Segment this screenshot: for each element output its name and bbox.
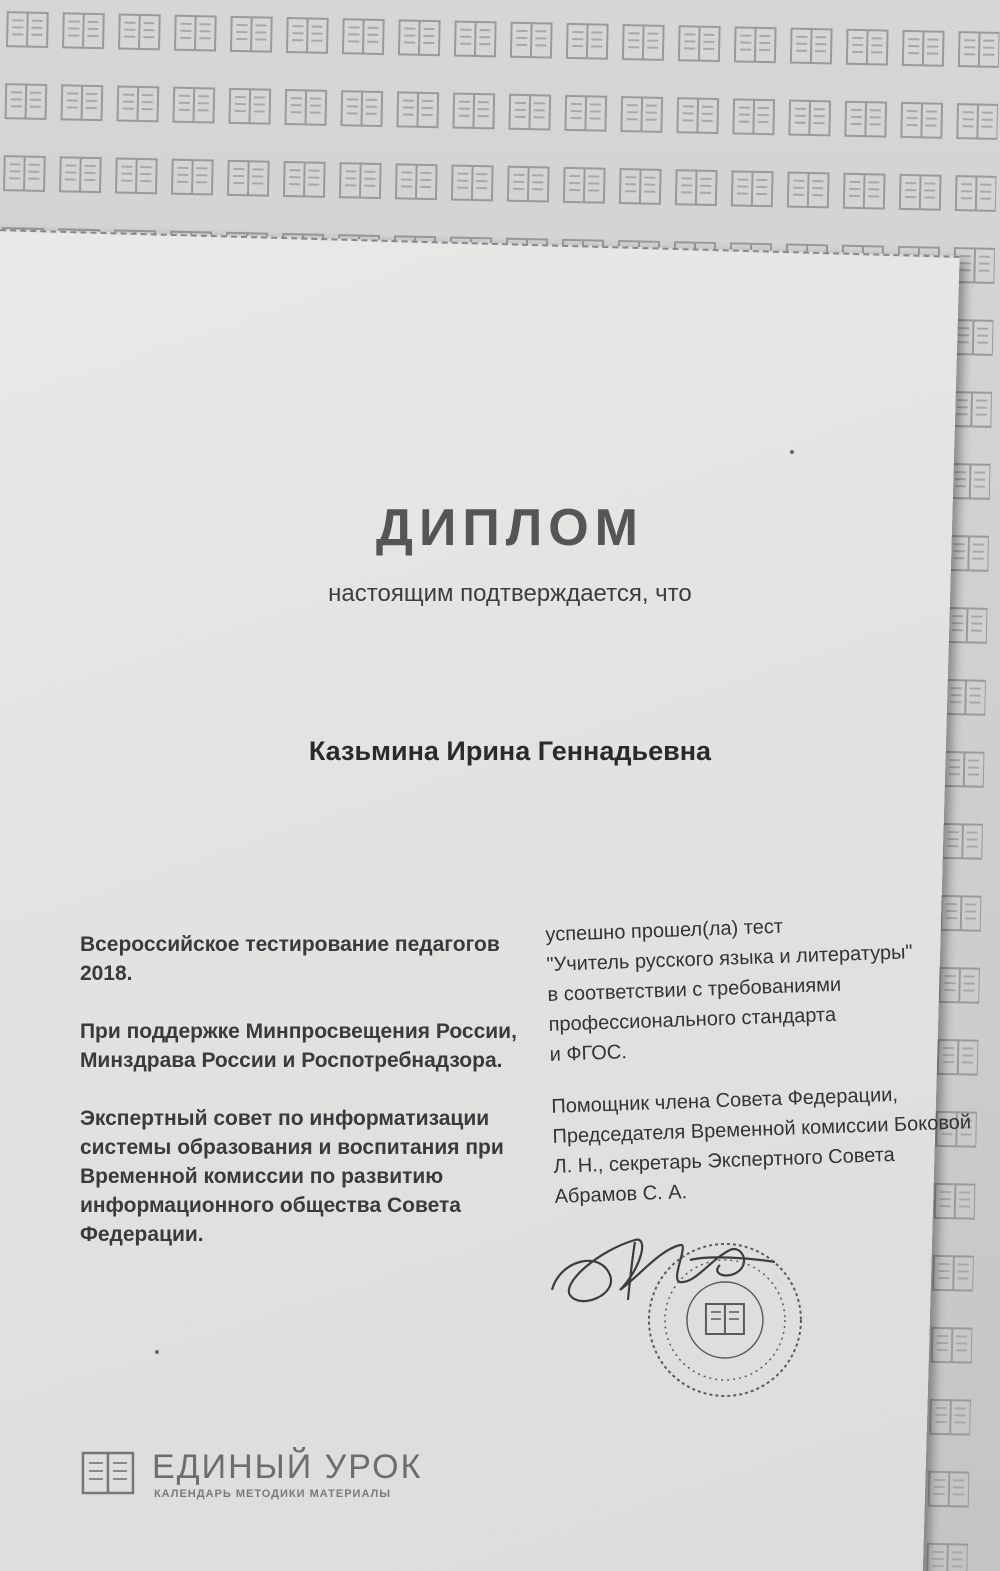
paper-speck (790, 450, 794, 454)
diploma-subtitle: настоящим подтверждается, что (328, 579, 692, 607)
stamp-icon (649, 1244, 801, 1396)
signature-icon (552, 1240, 775, 1301)
book-logo-icon (80, 1450, 136, 1496)
logo (80, 1448, 500, 1508)
organizer-support: При поддержке Минпросвещения России, Минздрава России и Роспотребнадзора. (79, 1019, 517, 1072)
logo-tagline: КАЛЕНДАРЬ МЕТОДИКИ МАТЕРИАЛЫ (153, 1487, 392, 1500)
recipient-name: Казьмина Ирина Геннадьевна (308, 735, 712, 766)
signature-and-stamp (540, 1220, 840, 1410)
result-line-5: и ФГОС. (549, 1041, 628, 1066)
diploma-sheet (0, 228, 972, 1571)
test-name: "Учитель русского языка и литературы" (546, 941, 913, 976)
organizer-event: Всероссийское тестирование педагогов 2018. (79, 932, 500, 985)
signatory: Помощник члена Совета Федерации, Председателя Временной комиссии Боковой Л. Н., секретарь Экспертного Совета Абрамов С. А. (551, 1083, 972, 1208)
diploma-title: ДИПЛОМ (375, 498, 644, 557)
organizer-info (80, 930, 520, 1278)
result-line-3: в соответствии с требованиями (547, 973, 842, 1006)
logo-title: ЕДИНЫЙ УРОК (151, 1447, 423, 1486)
result-line-1: успешно прошел(ла) тест (545, 915, 784, 946)
paper-speck (155, 1350, 159, 1354)
organizer-council: Экспертный совет по информатизации системы образования и воспитания при Временной комиссии по развитию информационного общества Совета Федерации. (79, 1106, 504, 1246)
test-result-info (545, 905, 976, 1233)
result-line-4: профессионального стандарта (548, 1003, 837, 1036)
test-result (545, 905, 970, 1070)
